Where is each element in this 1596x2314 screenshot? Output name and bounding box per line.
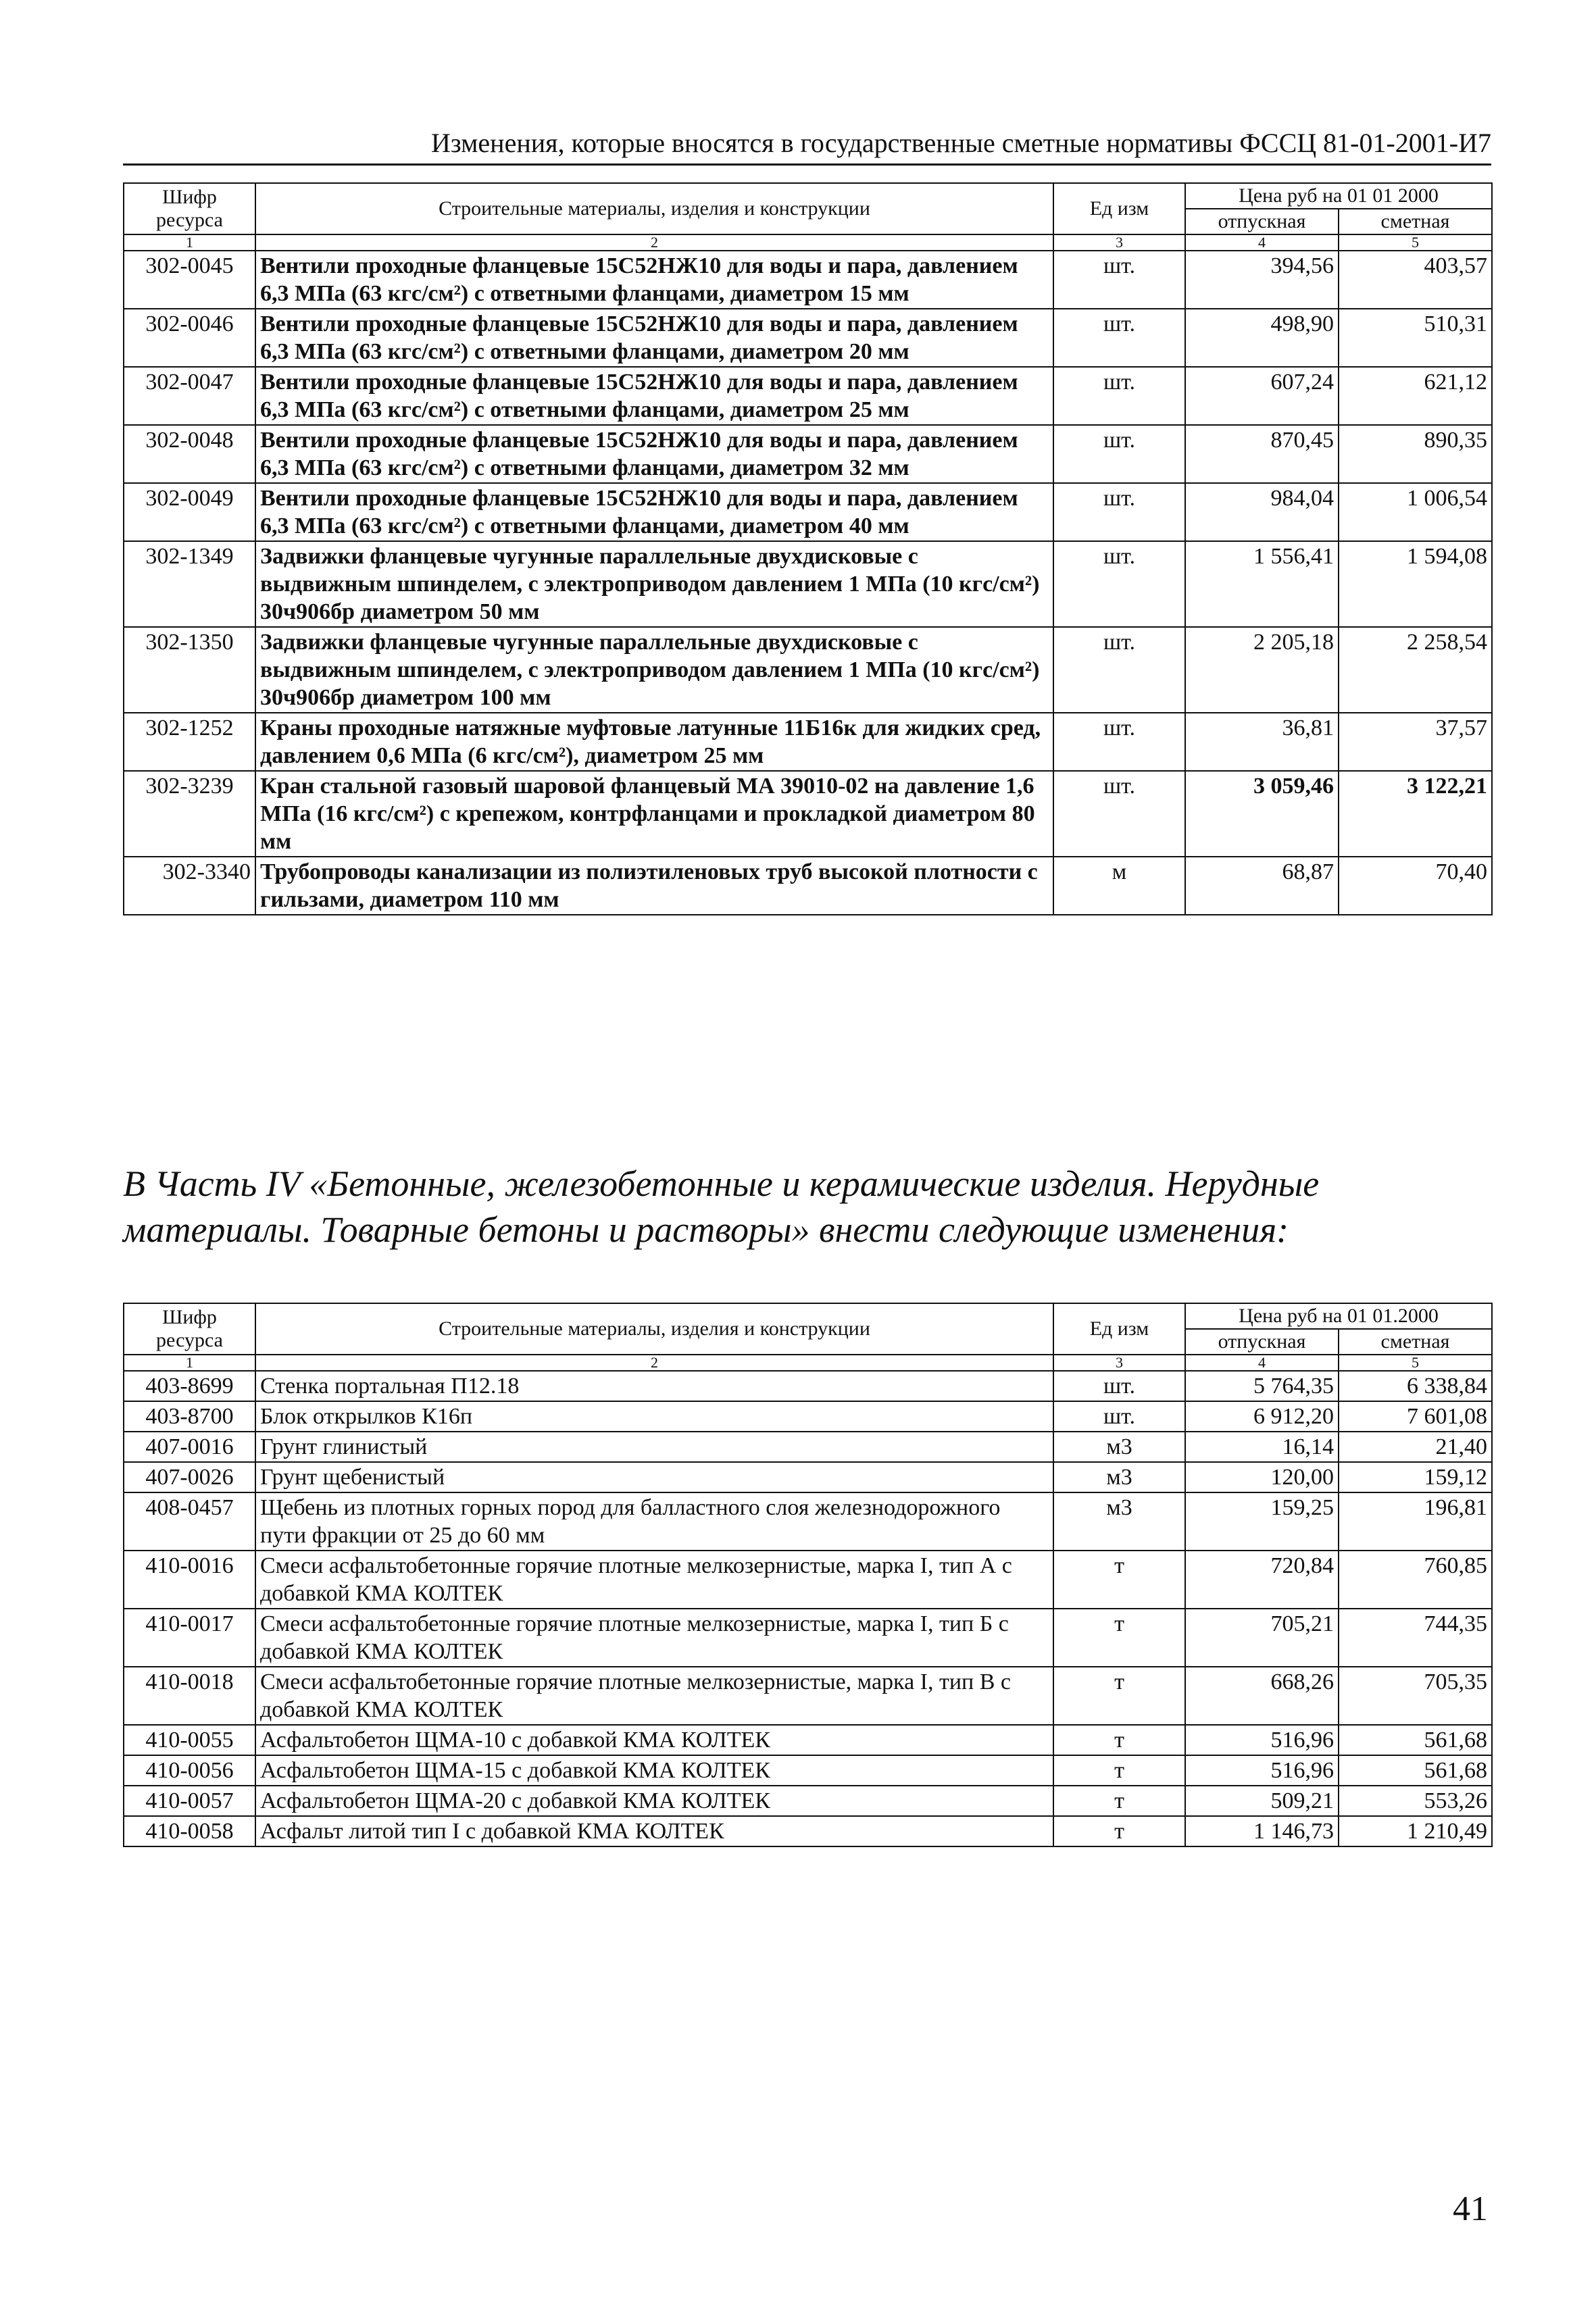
- release-price: 607,24: [1185, 367, 1339, 425]
- table-row: [124, 1401, 1492, 1432]
- table-row: [124, 483, 1492, 541]
- table-row: [124, 1432, 1492, 1462]
- resource-code: 302-0048: [124, 425, 255, 483]
- table-row: [124, 1462, 1492, 1492]
- release-price: 159,25: [1185, 1492, 1339, 1551]
- header-unit: Ед изм: [1053, 183, 1185, 234]
- material-name: Асфальтобетон ЩМА-10 с добавкой КМА КОЛТЕК: [255, 1725, 1053, 1755]
- release-price: 668,26: [1185, 1667, 1339, 1725]
- resource-code: 410-0017: [124, 1609, 255, 1667]
- release-price: 3 059,46: [1185, 771, 1339, 857]
- table-row: [124, 541, 1492, 627]
- estimate-price: 2 258,54: [1339, 627, 1492, 713]
- table-row: [124, 1755, 1492, 1786]
- unit: шт.: [1053, 251, 1185, 309]
- estimate-price: 890,35: [1339, 425, 1492, 483]
- column-number: 3: [1053, 234, 1185, 251]
- material-name: Стенка портальная П12.18: [255, 1371, 1053, 1401]
- release-price: 394,56: [1185, 251, 1339, 309]
- material-name: Грунт щебенистый: [255, 1462, 1053, 1492]
- material-name: Смеси асфальтобетонные горячие плотные мелкозернистые, марка I, тип А с добавкой КМА КОЛТЕК: [255, 1551, 1053, 1609]
- materials-table-part3: [123, 182, 1493, 915]
- resource-code: 410-0058: [124, 1816, 255, 1846]
- unit: шт.: [1053, 771, 1185, 857]
- estimate-price: 553,26: [1339, 1786, 1492, 1816]
- estimate-price: 159,12: [1339, 1462, 1492, 1492]
- material-name: Асфальтобетон ЩМА-20 с добавкой КМА КОЛТЕК: [255, 1786, 1053, 1816]
- unit: м3: [1053, 1432, 1185, 1462]
- header-price: Цена руб на 01 01.2000: [1185, 1303, 1492, 1329]
- resource-code: 302-1349: [124, 541, 255, 627]
- table-row: [124, 857, 1492, 915]
- unit: м3: [1053, 1492, 1185, 1551]
- resource-code: 302-3340: [124, 857, 255, 915]
- header-price: Цена руб на 01 01 2000: [1185, 183, 1492, 209]
- estimate-price: 21,40: [1339, 1432, 1492, 1462]
- resource-code: 407-0016: [124, 1432, 255, 1462]
- material-name: Грунт глинистый: [255, 1432, 1053, 1462]
- estimate-price: 3 122,21: [1339, 771, 1492, 857]
- unit: т: [1053, 1609, 1185, 1667]
- estimate-price: 70,40: [1339, 857, 1492, 915]
- unit: шт.: [1053, 713, 1185, 771]
- resource-code: 302-0045: [124, 251, 255, 309]
- column-number: 1: [124, 1355, 255, 1371]
- column-number: 2: [255, 234, 1053, 251]
- material-name: Щебень из плотных горных пород для балластного слоя железнодорожного пути фракции от 25 до 60 мм: [255, 1492, 1053, 1551]
- release-price: 1 556,41: [1185, 541, 1339, 627]
- unit: т: [1053, 1816, 1185, 1846]
- header-estimate-price: сметная: [1339, 209, 1492, 234]
- unit: т: [1053, 1667, 1185, 1725]
- column-number: 2: [255, 1355, 1053, 1371]
- resource-code: 302-0046: [124, 309, 255, 367]
- unit: м3: [1053, 1462, 1185, 1492]
- table-row: [124, 1667, 1492, 1725]
- table-row: [124, 251, 1492, 309]
- unit: т: [1053, 1786, 1185, 1816]
- material-name: Смеси асфальтобетонные горячие плотные мелкозернистые, марка I, тип Б с добавкой КМА КОЛТЕК: [255, 1609, 1053, 1667]
- table-row: [124, 771, 1492, 857]
- column-number: 4: [1185, 234, 1339, 251]
- resource-code: 410-0057: [124, 1786, 255, 1816]
- estimate-price: 760,85: [1339, 1551, 1492, 1609]
- page-header: Изменения, которые вносятся в государственные сметные нормативы ФССЦ 81-01-2001-И7: [123, 127, 1491, 166]
- estimate-price: 705,35: [1339, 1667, 1492, 1725]
- header-unit: Ед изм: [1053, 1303, 1185, 1355]
- table-row: [124, 1551, 1492, 1609]
- column-number-row: [124, 1355, 1492, 1371]
- material-name: Задвижки фланцевые чугунные параллельные двухдисковые с выдвижным шпинделем, с электроприводом давлением 1 МПа (10 кгс/см²) 30ч906бр диаметром 100 мм: [255, 627, 1053, 713]
- estimate-price: 510,31: [1339, 309, 1492, 367]
- resource-code: 302-3239: [124, 771, 255, 857]
- release-price: 120,00: [1185, 1462, 1339, 1492]
- estimate-price: 1 006,54: [1339, 483, 1492, 541]
- estimate-price: 403,57: [1339, 251, 1492, 309]
- estimate-price: 621,12: [1339, 367, 1492, 425]
- resource-code: 410-0016: [124, 1551, 255, 1609]
- unit: шт.: [1053, 425, 1185, 483]
- page-number: 41: [1453, 2190, 1488, 2228]
- release-price: 1 146,73: [1185, 1816, 1339, 1846]
- unit: шт.: [1053, 309, 1185, 367]
- material-name: Краны проходные натяжные муфтовые латунные 11Б16к для жидких сред, давлением 0,6 МПа (6 кгс/см²), диаметром 25 мм: [255, 713, 1053, 771]
- material-name: Блок открылков К16п: [255, 1401, 1053, 1432]
- resource-code: 302-1252: [124, 713, 255, 771]
- column-number-row: [124, 234, 1492, 251]
- unit: шт.: [1053, 627, 1185, 713]
- estimate-price: 37,57: [1339, 713, 1492, 771]
- unit: т: [1053, 1551, 1185, 1609]
- material-name: Вентили проходные фланцевые 15С52НЖ10 для воды и пара, давлением 6,3 МПа (63 кгс/см²) с ответными фланцами, диаметром 32 мм: [255, 425, 1053, 483]
- unit: м: [1053, 857, 1185, 915]
- table-row: [124, 713, 1492, 771]
- column-number: 5: [1339, 234, 1492, 251]
- estimate-price: 561,68: [1339, 1755, 1492, 1786]
- resource-code: 403-8700: [124, 1401, 255, 1432]
- header-name: Строительные материалы, изделия и конструкции: [255, 1303, 1053, 1355]
- release-price: 498,90: [1185, 309, 1339, 367]
- estimate-price: 196,81: [1339, 1492, 1492, 1551]
- unit: т: [1053, 1755, 1185, 1786]
- unit: шт.: [1053, 367, 1185, 425]
- column-number: 1: [124, 234, 255, 251]
- release-price: 509,21: [1185, 1786, 1339, 1816]
- unit: шт.: [1053, 1401, 1185, 1432]
- release-price: 68,87: [1185, 857, 1339, 915]
- material-name: Вентили проходные фланцевые 15С52НЖ10 для воды и пара, давлением 6,3 МПа (63 кгс/см²) с ответными фланцами, диаметром 40 мм: [255, 483, 1053, 541]
- material-name: Асфальт литой тип I с добавкой КМА КОЛТЕК: [255, 1816, 1053, 1846]
- resource-code: 302-1350: [124, 627, 255, 713]
- release-price: 516,96: [1185, 1725, 1339, 1755]
- table-row: [124, 367, 1492, 425]
- column-number: 5: [1339, 1355, 1492, 1371]
- release-price: 5 764,35: [1185, 1371, 1339, 1401]
- unit: шт.: [1053, 1371, 1185, 1401]
- header-name: Строительные материалы, изделия и конструкции: [255, 183, 1053, 234]
- header-code: Шифр ресурса: [124, 183, 255, 234]
- header-code: Шифр ресурса: [124, 1303, 255, 1355]
- table-row: [124, 1609, 1492, 1667]
- section-intro-text: В Часть IV «Бетонные, железобетонные и керамические изделия. Нерудные материалы. Товарные бетоны и растворы» внести следующие изменения:: [123, 1163, 1320, 1250]
- release-price: 6 912,20: [1185, 1401, 1339, 1432]
- release-price: 516,96: [1185, 1755, 1339, 1786]
- table-row: [124, 1816, 1492, 1846]
- materials-table-part4: [123, 1303, 1493, 1847]
- unit: т: [1053, 1725, 1185, 1755]
- material-name: Вентили проходные фланцевые 15С52НЖ10 для воды и пара, давлением 6,3 МПа (63 кгс/см²) с ответными фланцами, диаметром 25 мм: [255, 367, 1053, 425]
- material-name: Задвижки фланцевые чугунные параллельные двухдисковые с выдвижным шпинделем, с электроприводом давлением 1 МПа (10 кгс/см²) 30ч906бр диаметром 50 мм: [255, 541, 1053, 627]
- table-row: [124, 1786, 1492, 1816]
- resource-code: 302-0047: [124, 367, 255, 425]
- material-name: Вентили проходные фланцевые 15С52НЖ10 для воды и пара, давлением 6,3 МПа (63 кгс/см²) с ответными фланцами, диаметром 15 мм: [255, 251, 1053, 309]
- material-name: Смеси асфальтобетонные горячие плотные мелкозернистые, марка I, тип В с добавкой КМА КОЛТЕК: [255, 1667, 1053, 1725]
- release-price: 36,81: [1185, 713, 1339, 771]
- estimate-price: 6 338,84: [1339, 1371, 1492, 1401]
- resource-code: 408-0457: [124, 1492, 255, 1551]
- resource-code: 410-0018: [124, 1667, 255, 1725]
- release-price: 984,04: [1185, 483, 1339, 541]
- release-price: 16,14: [1185, 1432, 1339, 1462]
- table-row: [124, 627, 1492, 713]
- estimate-price: 744,35: [1339, 1609, 1492, 1667]
- estimate-price: 7 601,08: [1339, 1401, 1492, 1432]
- release-price: 870,45: [1185, 425, 1339, 483]
- column-number: 4: [1185, 1355, 1339, 1371]
- unit: шт.: [1053, 483, 1185, 541]
- estimate-price: 1 594,08: [1339, 541, 1492, 627]
- estimate-price: 1 210,49: [1339, 1816, 1492, 1846]
- table-row: [124, 425, 1492, 483]
- table-row: [124, 1725, 1492, 1755]
- release-price: 705,21: [1185, 1609, 1339, 1667]
- material-name: Кран стальной газовый шаровой фланцевый МА 39010-02 на давление 1,6 МПа (16 кгс/см²) с крепежом, контрфланцами и прокладкой диаметром 80 мм: [255, 771, 1053, 857]
- release-price: 2 205,18: [1185, 627, 1339, 713]
- unit: шт.: [1053, 541, 1185, 627]
- table-row: [124, 1492, 1492, 1551]
- release-price: 720,84: [1185, 1551, 1339, 1609]
- table-row: [124, 1371, 1492, 1401]
- resource-code: 407-0026: [124, 1462, 255, 1492]
- resource-code: 410-0055: [124, 1725, 255, 1755]
- table-row: [124, 309, 1492, 367]
- estimate-price: 561,68: [1339, 1725, 1492, 1755]
- header-release-price: отпускная: [1185, 1329, 1339, 1355]
- material-name: Вентили проходные фланцевые 15С52НЖ10 для воды и пара, давлением 6,3 МПа (63 кгс/см²) с ответными фланцами, диаметром 20 мм: [255, 309, 1053, 367]
- material-name: Трубопроводы канализации из полиэтиленовых труб высокой плотности с гильзами, диаметром 110 мм: [255, 857, 1053, 915]
- material-name: Асфальтобетон ЩМА-15 с добавкой КМА КОЛТЕК: [255, 1755, 1053, 1786]
- header-release-price: отпускная: [1185, 209, 1339, 234]
- resource-code: 403-8699: [124, 1371, 255, 1401]
- resource-code: 302-0049: [124, 483, 255, 541]
- resource-code: 410-0056: [124, 1755, 255, 1786]
- column-number: 3: [1053, 1355, 1185, 1371]
- header-estimate-price: сметная: [1339, 1329, 1492, 1355]
